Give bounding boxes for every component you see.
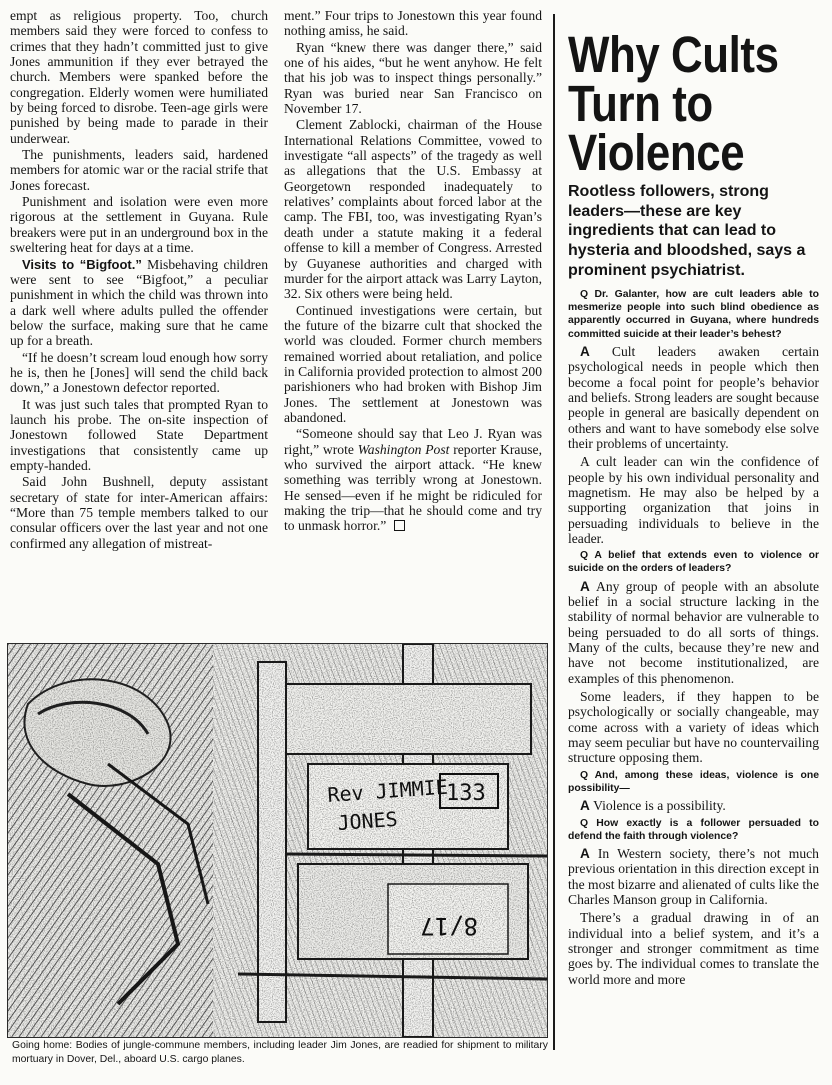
article-paragraph: Clement Zablocki, chairman of the House International Relations Committee, vowed to investigate “all aspects” of the tragedy as well as allegations that the U.S. Embassy at Georgetown responded inadequately to relatives’ complaints about forced labor at the camp. The FBI, too, was investigating Ryan’s death under a statute making it a federal offense to kill a member of Congress. Arrested by Guyanese authorities and charged with murder for the airport attack was Larry Layton, 32. Six others were being held. bbox=[284, 117, 542, 302]
end-mark-icon bbox=[394, 520, 405, 531]
answer-text: In Western society, there’s not much previous orientation in this direction except in the most bizarre and alienated of cults like the Charles Manson group in California. bbox=[568, 845, 819, 907]
answer-mark-label: A bbox=[580, 343, 612, 359]
article-column-left bbox=[10, 8, 268, 552]
article-paragraph: Continued investigations were certain, but the future of the bizarre cult that shocked the world was clouded. Former church members remained worried about retaliation, and police in California provided protection to almost 200 parishioners who had broken with Bishop Jim Jones. The settlement at Jonestown was abandoned. bbox=[284, 302, 542, 425]
question-mark-label: Q bbox=[580, 769, 595, 781]
article-paragraph: “If he doesn’t scream loud enough how sorry he is, then he [Jones] will send the child back down,” a Jonestown defector reported. bbox=[10, 349, 268, 396]
box-number: 8/17 bbox=[420, 912, 478, 940]
answer-mark-label: A bbox=[580, 845, 598, 861]
quote-text: “Someone should say that Leo J. Ryan was right,” wrote bbox=[284, 426, 542, 457]
article-paragraph bbox=[10, 257, 268, 349]
coffin-number: 133 bbox=[446, 781, 486, 806]
news-photo bbox=[7, 643, 548, 1038]
quote-text: reporter Krause, who survived the airport attack. “He knew something was terribly wrong at Jonestown. He sensed—even if he might be ridiculed for making the trip—that he should come and try to unmask horror.” bbox=[284, 441, 542, 534]
headline-line: Violence bbox=[568, 124, 745, 181]
question-text: How exactly is a follower persuaded to defend the faith through violence? bbox=[568, 817, 819, 842]
answer-mark-label: A bbox=[580, 798, 594, 814]
answer-paragraph: A cult leader can win the confidence of people by his own individual personality and magnetism. He may also be helped by a supporting organization that joins in persuading individuals to believe in the leader. bbox=[568, 454, 819, 546]
article-paragraph: Punishment and isolation were even more rigorous at the settlement in Guyana. Rule breakers were put in an underground box in the sweltering heat for days at a time. bbox=[10, 194, 268, 256]
article-paragraph: The punishments, leaders said, hardened members for atomic war or the racial strife that Jones forecast. bbox=[10, 147, 268, 193]
photo-caption: Going home: Bodies of jungle-commune members, including leader Jim Jones, are readied for shipment to military mortuary in Dover, Del., aboard U.S. cargo planes. bbox=[12, 1040, 548, 1066]
answer-text: Cult leaders awaken certain psychological needs in people which then become a focal point for people’s behavior and beliefs. Strong leaders are sought because people in general are basically dependent on others and want to have somebody else solve their problems of uncertainty. bbox=[568, 343, 819, 451]
sidebar-divider bbox=[553, 14, 555, 1050]
interview-question bbox=[568, 817, 819, 843]
headline-line: Turn to bbox=[568, 75, 713, 132]
subhead-bigfoot: Visits to “Bigfoot.” bbox=[22, 256, 142, 272]
article-paragraph: Ryan “knew there was danger there,” said one of his aides, “but he went anyhow. He felt that his job was to inspect things personally.” Ryan was buried near San Francisco on November 17. bbox=[284, 39, 542, 117]
article-paragraph: empt as religious property. Too, church members said they were forced to confess to crimes that they hadn’t committed just to give Jones ammunition if they ever betrayed the church. Members were spanked before the congregation. Elderly women were humiliated by being forced to disrobe. Teen-age girls were punished by being made to parade in their underwear. bbox=[10, 8, 268, 146]
article-paragraph: ment.” Four trips to Jonestown this year found nothing amiss, he said. bbox=[284, 8, 542, 39]
question-mark-label: Q bbox=[580, 550, 595, 562]
article-paragraph: Said John Bushnell, deputy assistant secretary of state for inter-American affairs: “More than 75 temple members talked to our consular officers over the last year and not one confirmed any allegation of mistreat- bbox=[10, 474, 268, 551]
interview-answer bbox=[568, 798, 819, 813]
bigfoot-text: Misbehaving children were sent to see “Bigfoot,” a peculiar punishment in which the child was thrown into a dark well where adults pulled the offender below the surface, making sure that he came up for a breath. bbox=[10, 256, 268, 349]
question-text: Dr. Galanter, how are cult leaders able to mesmerize people into such blind obedience as apparently occurred in Guyana, where hundreds committed suicide at their leader’s behest? bbox=[568, 289, 819, 340]
answer-text: Any group of people with an absolute belief in a social structure lacking in the stability of normal behavior are vulnerable to being persuaded to do all sorts of things. Many of the cults, because they’re new and have not become institutionalized, are examples of this phenomenon. bbox=[568, 578, 820, 686]
interview-answer bbox=[568, 344, 819, 451]
sidebar-headline bbox=[568, 26, 826, 181]
headline-line: Why Cults bbox=[568, 26, 779, 83]
interview-question bbox=[568, 288, 819, 341]
qa-section bbox=[568, 288, 819, 990]
coffin-label: JONES bbox=[336, 806, 399, 835]
question-mark-label: Q bbox=[580, 817, 597, 829]
article-column-middle bbox=[284, 8, 542, 535]
interview-answer bbox=[568, 579, 819, 686]
answer-paragraph: There’s a gradual drawing in of an individual into a belief system, and it’s a stronger and stronger commitment as time goes by. The individual comes to translate the world more and more bbox=[568, 910, 819, 987]
question-mark-label: Q bbox=[580, 289, 595, 300]
article-paragraph: It was just such tales that prompted Ryan to launch his probe. The on-site inspection of Jonestown followed State Department investigations that consistently came up empty-handed. bbox=[10, 396, 268, 473]
sidebar-deck: Rootless followers, strong leaders—these are key ingredients that can lead to hysteria and bloodshed, says a prominent psychiatrist. bbox=[568, 183, 806, 279]
interview-answer bbox=[568, 846, 819, 907]
interview-question bbox=[568, 769, 819, 795]
question-text: A belief that extends even to violence or suicide on the orders of leaders? bbox=[568, 550, 819, 575]
interview-question bbox=[568, 549, 819, 575]
answer-text: Violence is a possibility. bbox=[593, 798, 726, 814]
coffin-label: Rev JIMMIE bbox=[326, 774, 449, 807]
sidebar-interview bbox=[568, 26, 823, 987]
answer-mark-label: A bbox=[580, 578, 597, 594]
answer-paragraph: Some leaders, if they happen to be psychologically or socially changeable, may come across with a variety of ideas which may seem peculiar but have no countervailing structure opposing them. bbox=[568, 689, 819, 766]
question-text: And, among these ideas, violence is one possibility— bbox=[568, 769, 819, 795]
publication-name: Washington Post bbox=[357, 441, 450, 457]
article-paragraph bbox=[284, 426, 542, 533]
